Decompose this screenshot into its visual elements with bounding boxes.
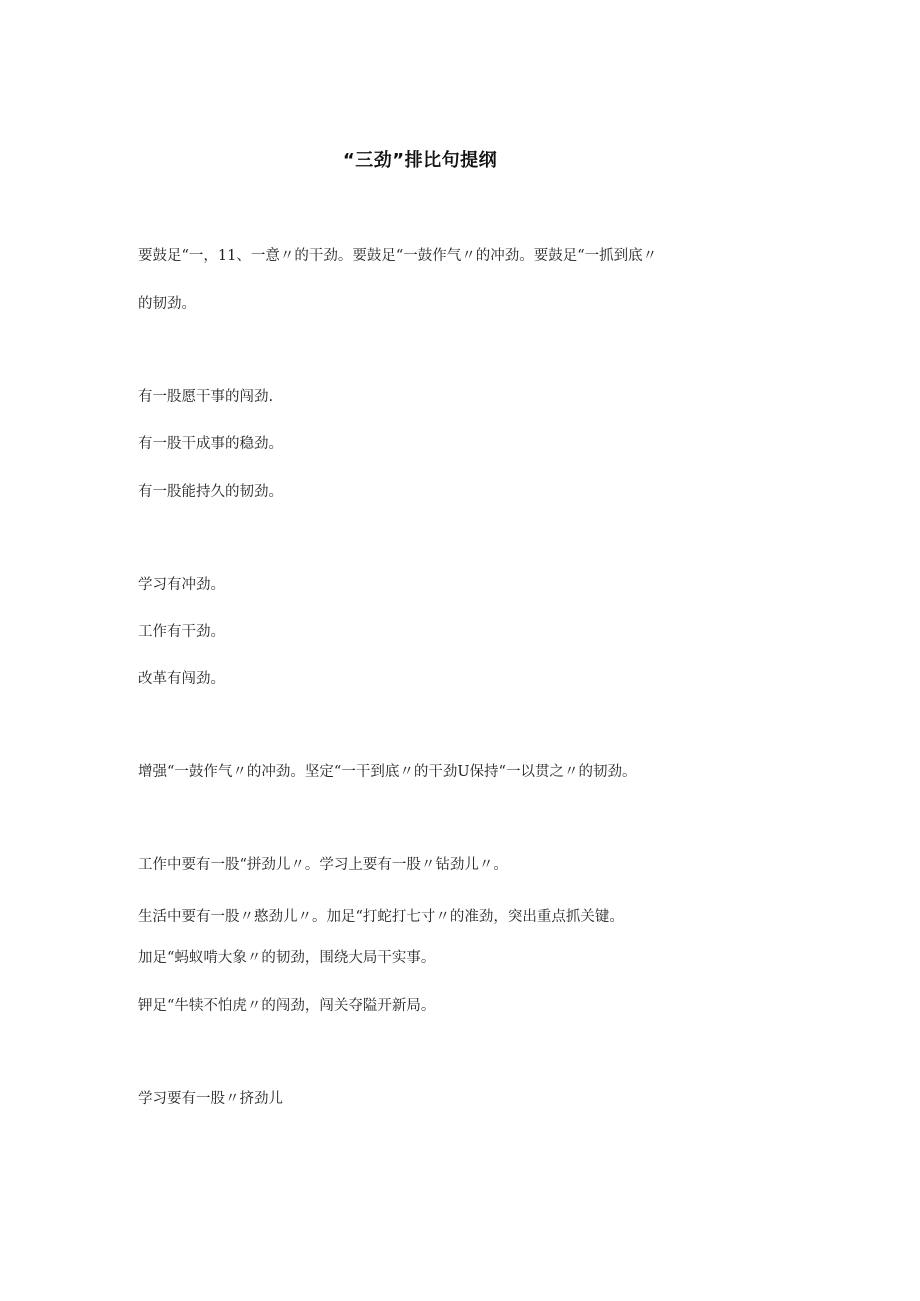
paragraph-line-11: 生活中要有一股〃憨劲儿〃。加足“打蛇打七寸〃的准劲，突出重点抓关键。 [138,909,624,925]
paragraph-line-4: 有一股干成事的稳劲。 [138,436,283,452]
paragraph-line-12: 加足“蚂蚁啃大象〃的韧劲，围绕大局干实事。 [138,950,436,966]
paragraph-line-5: 有一股能持久的韧劲。 [138,484,283,500]
paragraph-line-10: 工作中要有一股“拼劲儿〃。学习上要有一股〃钻劲儿〃。 [138,857,508,873]
paragraph-line-6: 学习有冲劲。 [138,577,225,593]
paragraph-line-7: 工作有干劲。 [138,624,225,640]
paragraph-line-2: 的韧劲。 [138,296,196,312]
paragraph-line-9: 增强“一鼓作气〃的冲劲。坚定“一干到底〃的干劲U保持“一以贯之〃的韧劲。 [138,764,637,780]
paragraph-line-8: 改革有闯劲。 [138,671,225,687]
paragraph-line-14: 学习要有一股〃挤劲儿 [138,1091,283,1107]
paragraph-line-13: 钾足“牛犊不怕虎〃的闯劲，闯关夺隘开新局。 [138,998,436,1014]
paragraph-line-1: 要鼓足“一，11、一意〃的干劲。要鼓足“一鼓作气〃的冲劲。要鼓足“一抓到底〃 [138,248,658,264]
paragraph-line-3: 有一股愿干事的闯劲. [138,389,274,405]
document-title: “三劲”排比句提纲 [342,150,498,171]
